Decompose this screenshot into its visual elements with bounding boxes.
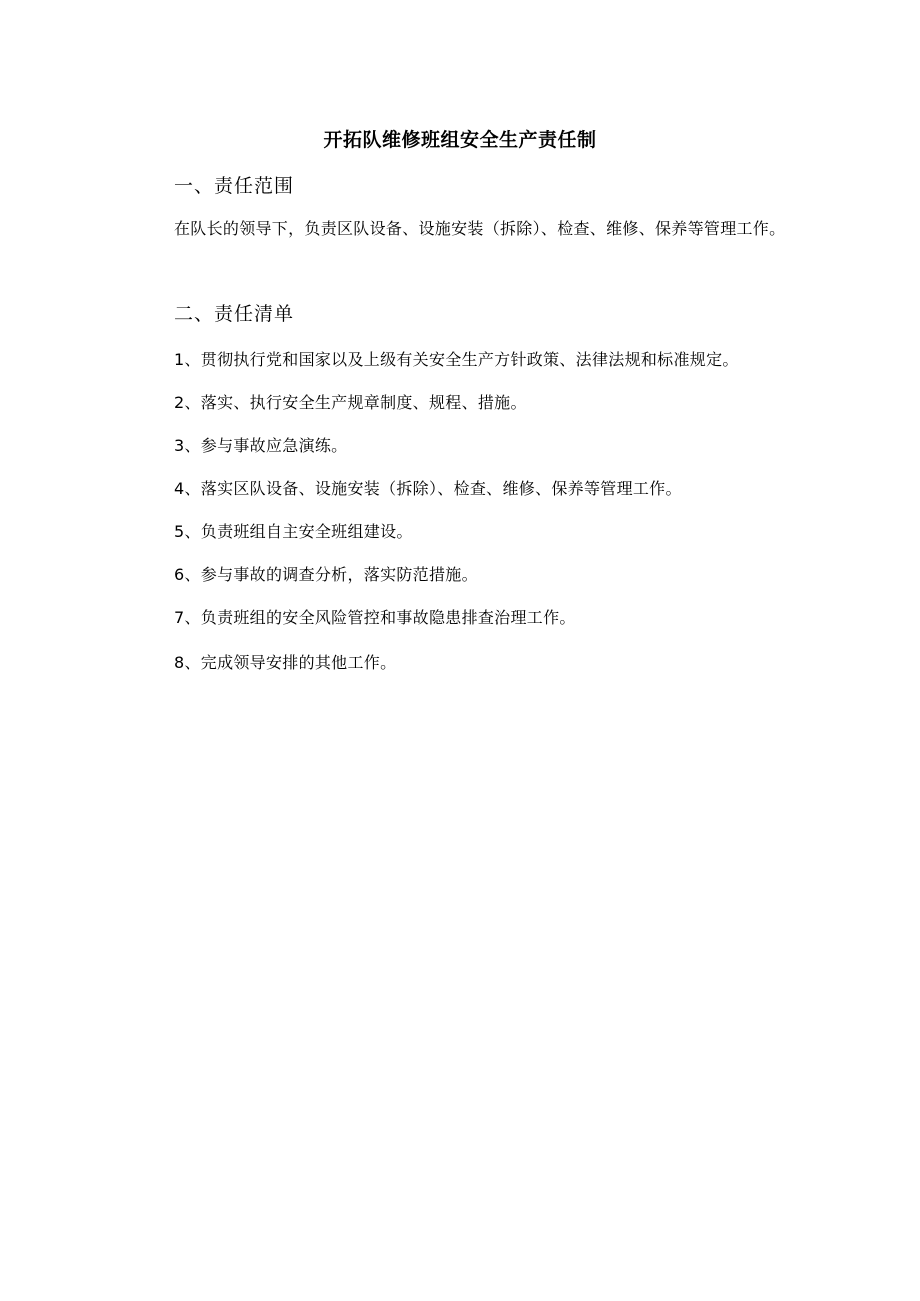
responsibility-list <box>138 338 788 684</box>
scope-paragraph: 在队长的领导下，负责区队设备、设施安装（拆除）、检查、维修、保养等管理工作。 <box>174 219 786 238</box>
section-heading-scope: 一、责任范围 <box>174 175 295 197</box>
list-item: 2、落实、执行安全生产规章制度、规程、措施。 <box>174 393 527 412</box>
list-item: 5、负责班组自主安全班组建设。 <box>174 522 413 541</box>
list-item: 1、贯彻执行党和国家以及上级有关安全生产方针政策、法律法规和标准规定。 <box>174 350 739 369</box>
section-heading-list: 二、责任清单 <box>174 303 295 325</box>
list-item: 3、参与事故应急演练。 <box>174 436 348 455</box>
document-title: 开拓队维修班组安全生产责任制 <box>323 129 597 151</box>
list-item: 6、参与事故的调查分析，落实防范措施。 <box>174 565 478 584</box>
list-item: 8、完成领导安排的其他工作。 <box>174 653 397 672</box>
list-item: 4、落实区队设备、设施安装（拆除）、检查、维修、保养等管理工作。 <box>174 479 682 498</box>
list-item: 7、负责班组的安全风险管控和事故隐患排查治理工作。 <box>174 608 576 627</box>
